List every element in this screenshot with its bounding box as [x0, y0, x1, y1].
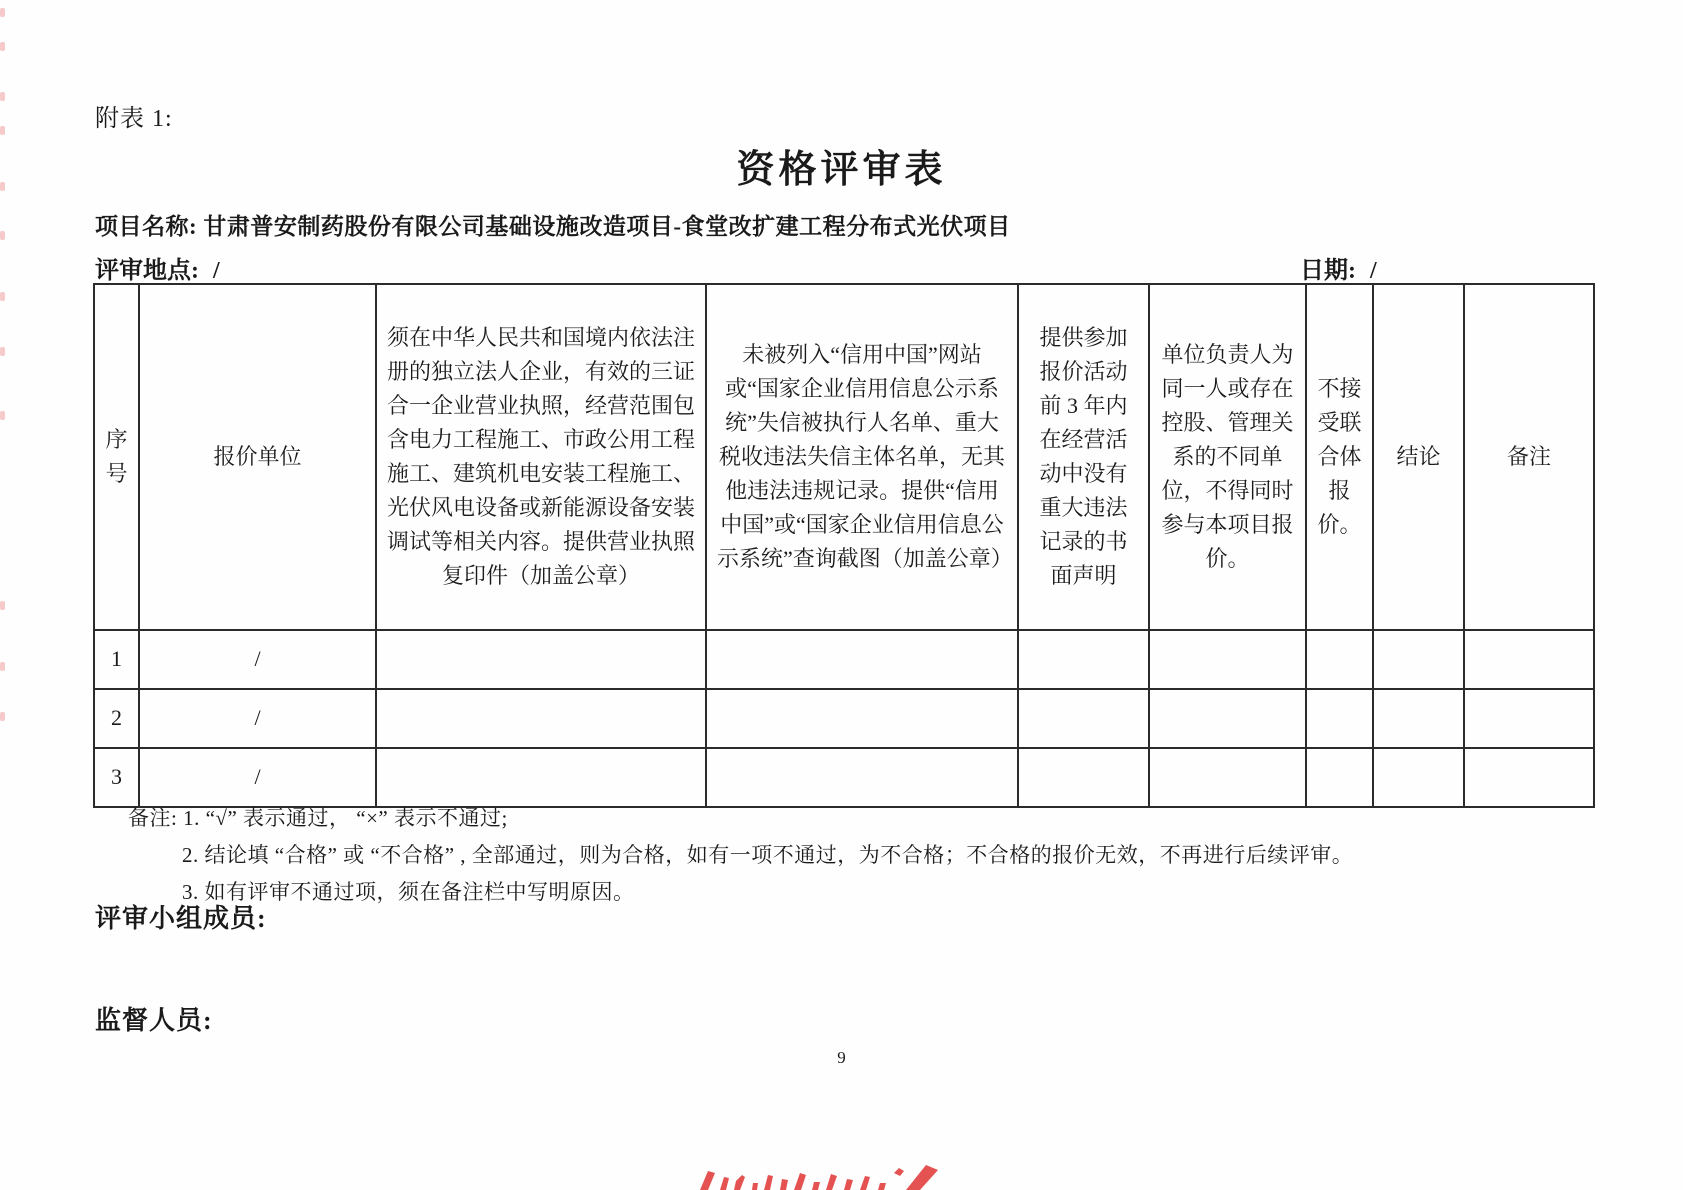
note-line-1 [128, 800, 1353, 837]
row-cell [1018, 748, 1149, 807]
row-seq: 1 [94, 630, 139, 689]
header-written-statement: 提供参加报价活动前 3 年内在经营活动中没有重大违法记录的书面声明 [1018, 284, 1149, 630]
row-cell [1149, 689, 1306, 748]
row-cell [376, 748, 706, 807]
project-name-value: 甘肃普安制药股份有限公司基础设施改造项目-食堂改扩建工程分布式光伏项目 [203, 214, 1011, 239]
row-unit: / [139, 689, 376, 748]
note-item-2: 2. 结论填 “合格” 或 “不合格” , 全部通过，则为合格，如有一项不通过，为不合格；不合格的报价无效，不再进行后续评审。 [182, 842, 1354, 867]
note-item-1: 1. “√” 表示通过， “×” 表示不通过; [183, 806, 508, 830]
row-cell [1018, 630, 1149, 689]
header-quoting-unit: 报价单位 [139, 284, 376, 630]
header-same-responsible-person: 单位负责人为同一人或存在控股、管理关系的不同单位，不得同时参与本项目报价。 [1149, 284, 1306, 630]
date-value: / [1370, 258, 1377, 284]
row-cell [1306, 689, 1373, 748]
review-location-label: 评审地点: [95, 258, 199, 284]
notes-block [128, 800, 1353, 910]
appendix-label: 附表 1: [95, 106, 173, 132]
row-cell [1464, 630, 1594, 689]
header-remarks: 备注 [1464, 284, 1594, 630]
page-title: 资格评审表 [736, 149, 947, 191]
table-header-row [94, 284, 1594, 630]
review-location-value: / [213, 258, 220, 284]
project-name-line [95, 208, 1595, 241]
header-conclusion: 结论 [1373, 284, 1464, 630]
row-cell [1373, 630, 1464, 689]
date-label: 日期: [1300, 258, 1356, 284]
supervisor-label: 监督人员: [95, 1006, 213, 1035]
row-cell [1149, 630, 1306, 689]
notes-label: 备注: [128, 806, 178, 830]
row-cell [706, 748, 1018, 807]
header-credit-record: 未被列入“信用中国”网站或“国家企业信用信息公示系统”失信被执行人名单、重大税收违法失信主体名单，无其他违法违规记录。提供“信用中国”或“国家企业信用信息公示系统”查询截图（加盖公章） [706, 284, 1018, 630]
date-line [1300, 250, 1377, 285]
row-cell [1464, 748, 1594, 807]
table-row [94, 630, 1594, 689]
red-stamp-fragment [698, 1163, 940, 1190]
row-cell [706, 689, 1018, 748]
row-cell [1149, 748, 1306, 807]
header-business-license: 须在中华人民共和国境内依法注册的独立法人企业，有效的三证合一企业营业执照，经营范围包含电力工程施工、市政公用工程施工、建筑机电安装工程施工、光伏风电设备或新能源设备安装调试等相关内容。提供营业执照复印件（加盖公章） [376, 284, 706, 630]
row-cell [1018, 689, 1149, 748]
row-cell [1373, 748, 1464, 807]
row-unit: / [139, 630, 376, 689]
row-cell [706, 630, 1018, 689]
row-seq: 3 [94, 748, 139, 807]
row-cell [1306, 630, 1373, 689]
header-no-consortium: 不接受联合体报价。 [1306, 284, 1373, 630]
table-row [94, 689, 1594, 748]
page-number: 9 [837, 1048, 846, 1067]
row-cell [1306, 748, 1373, 807]
project-name-label: 项目名称: [95, 214, 198, 239]
row-unit: / [139, 748, 376, 807]
review-team-label: 评审小组成员: [95, 904, 267, 933]
note-item-3: 3. 如有评审不通过项，须在备注栏中写明原因。 [182, 879, 635, 904]
row-seq: 2 [94, 689, 139, 748]
meta-line [95, 250, 1595, 285]
row-cell [1373, 689, 1464, 748]
table-row [94, 748, 1594, 807]
qualification-review-table [93, 283, 1595, 808]
row-cell [376, 630, 706, 689]
row-cell [1464, 689, 1594, 748]
header-seq: 序号 [94, 284, 139, 630]
row-cell [376, 689, 706, 748]
